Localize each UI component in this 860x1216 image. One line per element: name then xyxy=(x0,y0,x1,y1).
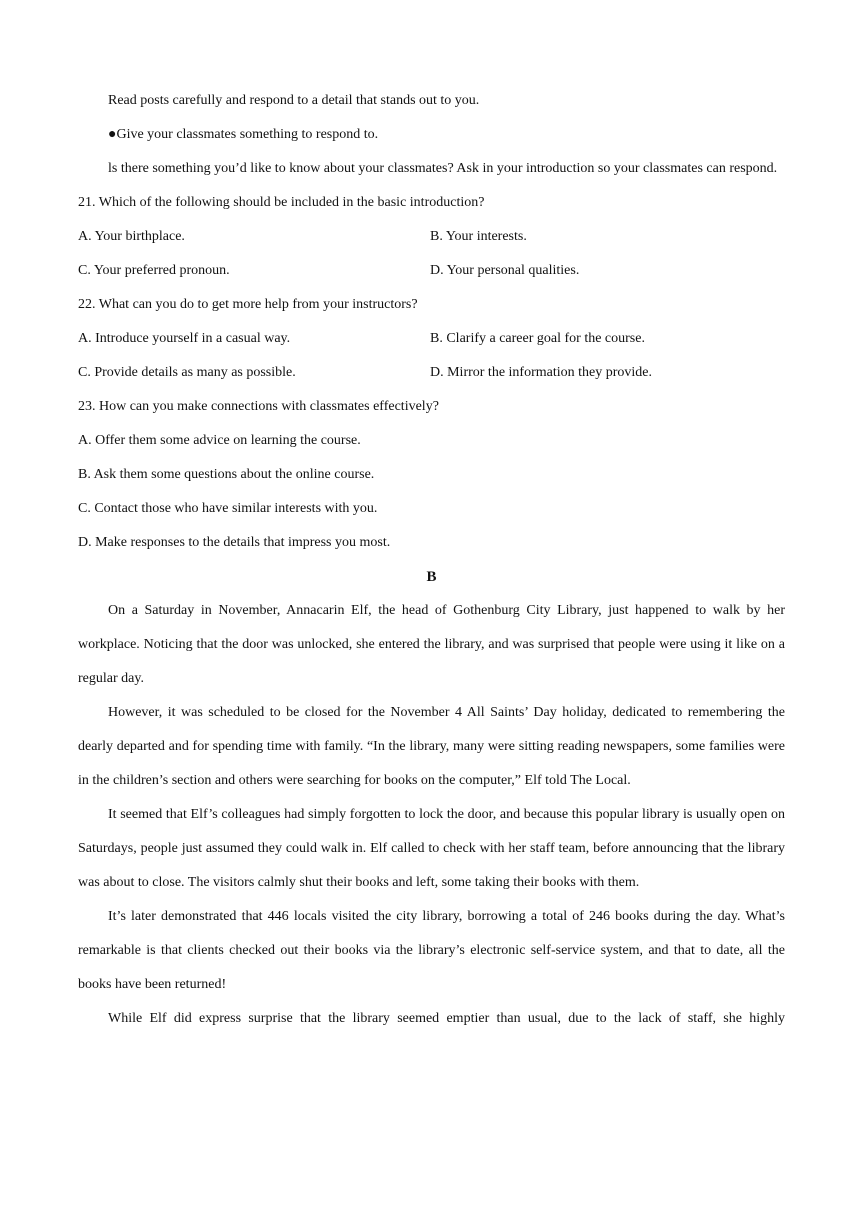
question-23-stem: 23. How can you make connections with classmates effectively? xyxy=(78,399,439,414)
question-21-option-a: A. Your birthplace. xyxy=(78,229,185,244)
section-b-paragraph-3: It seemed that Elf’s colleagues had simply forgotten to lock the door, and because this popular library is usually open on Saturdays, people just assumed they could walk in. Elf called to check with her staff team, before announcing that the library was about to close. The visitors calmly shut their books and left, some taking their books with them. xyxy=(78,807,785,890)
question-21-options-row-2 xyxy=(78,254,785,288)
question-22-options-row-1 xyxy=(78,322,785,356)
question-23-option-a: A. Offer them some advice on learning the course. xyxy=(78,433,361,448)
section-b-paragraph-2: However, it was scheduled to be closed for the November 4 All Saints’ Day holiday, dedicated to remembering the dearly departed and for spending time with family. “In the library, many were sitting reading newspapers, some families were in the children’s section and others were searching for books on the computer,” Elf told The Local. xyxy=(78,705,785,788)
question-21-option-d: D. Your personal qualities. xyxy=(430,263,580,278)
section-b-paragraph-1: On a Saturday in November, Annacarin Elf, the head of Gothenburg City Library, just happened to walk by her workplace. Noticing that the door was unlocked, she entered the library, and was surprised that people were using it like on a regular day. xyxy=(78,603,785,686)
question-23-option-d: D. Make responses to the details that impress you most. xyxy=(78,535,391,550)
question-22-option-d: D. Mirror the information they provide. xyxy=(430,365,653,380)
question-22-option-b: B. Clarify a career goal for the course. xyxy=(430,331,645,346)
intro-tip-2: ●Give your classmates something to respond to. xyxy=(108,127,379,142)
question-22-option-c: C. Provide details as many as possible. xyxy=(78,365,296,380)
section-b-heading: B xyxy=(426,569,437,585)
question-21-option-c: C. Your preferred pronoun. xyxy=(78,263,230,278)
question-21-stem: 21. Which of the following should be included in the basic introduction? xyxy=(78,195,485,210)
question-23-option-c: C. Contact those who have similar interests with you. xyxy=(78,501,378,516)
question-22-options-row-2 xyxy=(78,356,785,390)
section-b-paragraph-4: It’s later demonstrated that 446 locals visited the city library, borrowing a total of 246 books during the day. What’s remarkable is that clients checked out their books via the library’s electronic self-service system, and that to date, all the books have been returned! xyxy=(78,909,785,992)
question-21-option-b: B. Your interests. xyxy=(430,229,527,244)
question-22-option-a: A. Introduce yourself in a casual way. xyxy=(78,331,291,346)
question-22-stem: 22. What can you do to get more help from your instructors? xyxy=(78,297,418,312)
question-23-option-b: B. Ask them some questions about the online course. xyxy=(78,467,375,482)
intro-tip-3: ls there something you’d like to know about your classmates? Ask in your introduction so your classmates can respond. xyxy=(108,161,778,176)
document-page xyxy=(78,84,785,1036)
question-21-options-row-1 xyxy=(78,220,785,254)
section-b-paragraph-5: While Elf did express surprise that the library seemed emptier than usual, due to the lack of staff, she highly xyxy=(108,1011,785,1026)
intro-tip-1: Read posts carefully and respond to a detail that stands out to you. xyxy=(108,93,480,108)
